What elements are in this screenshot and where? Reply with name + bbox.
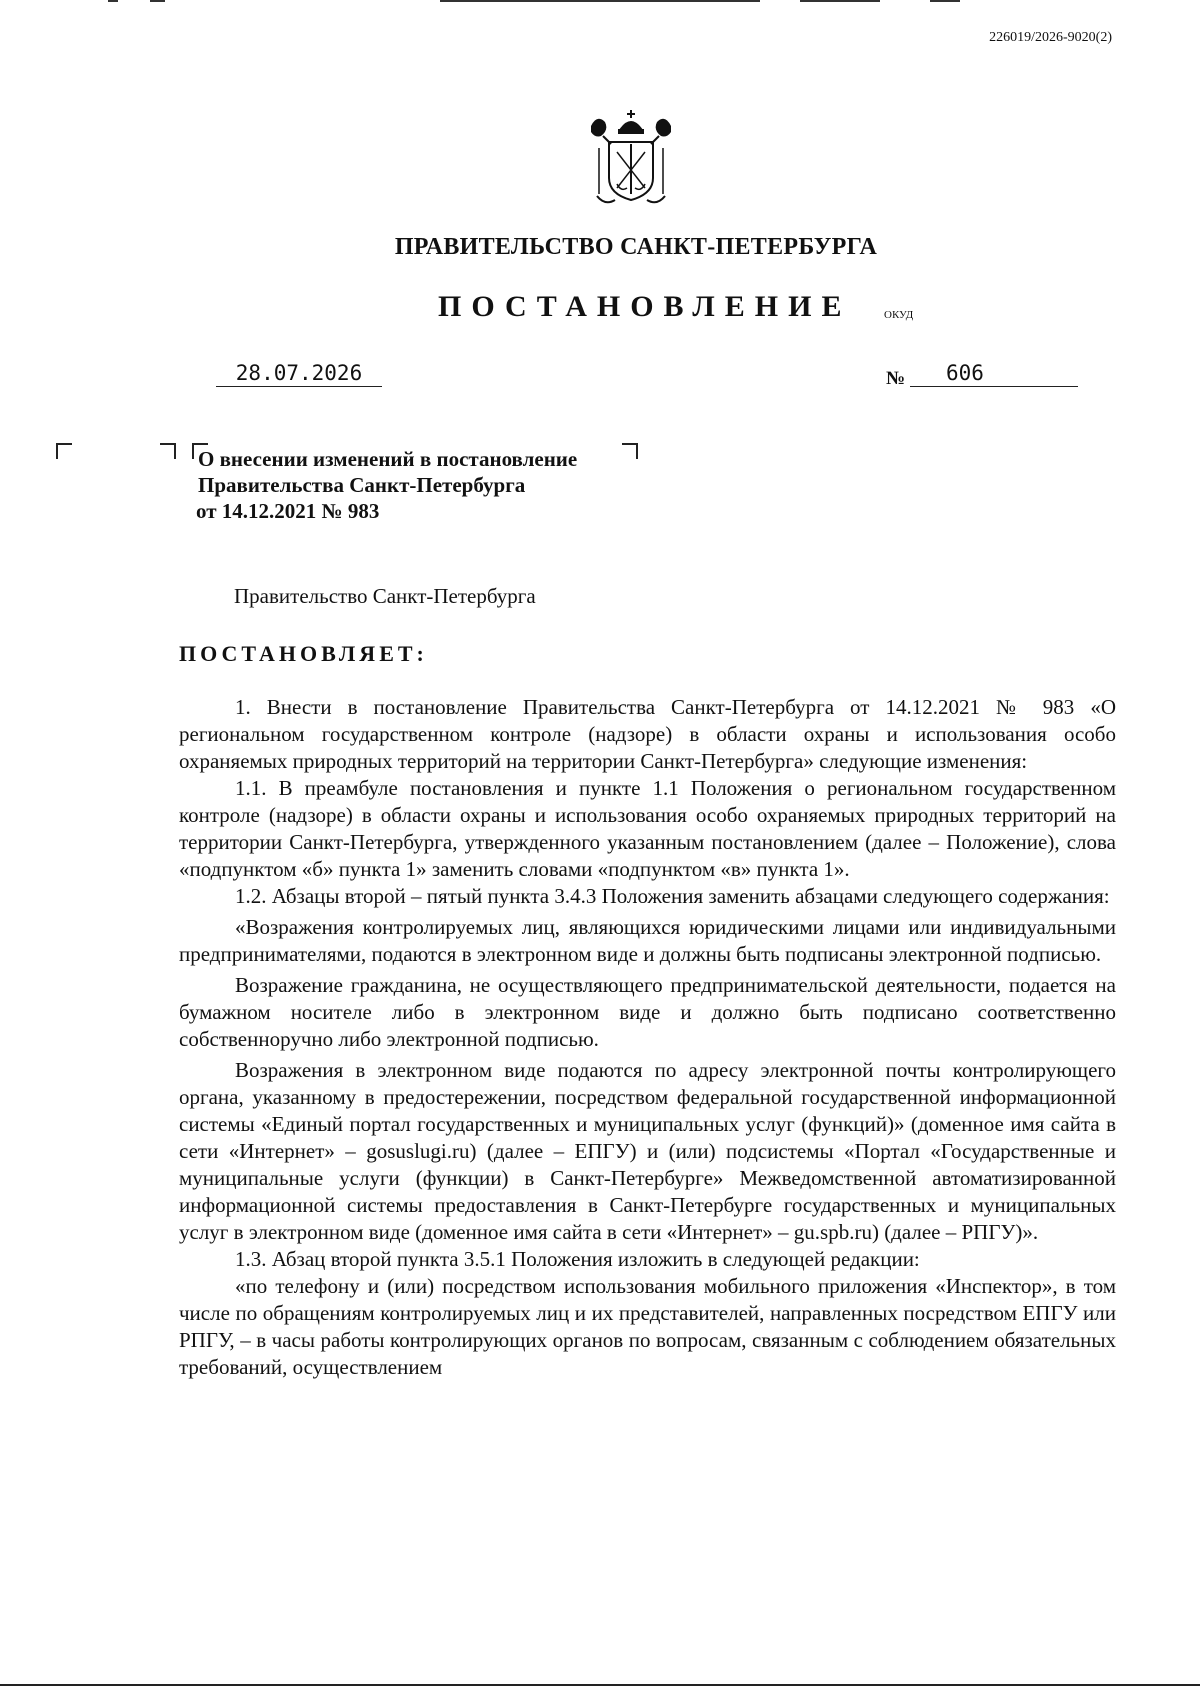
- document-body: [179, 694, 1116, 1381]
- registration-number: 226019/2026-9020(2): [989, 30, 1112, 45]
- body-paragraph: 1.3. Абзац второй пункта 3.5.1 Положения изложить в следующей редакции:: [235, 1247, 920, 1271]
- document-type-title: ПОСТАНОВЛЕНИЕ: [438, 290, 852, 323]
- body-paragraph: 1. Внести в постановление Правительства Санкт-Петербурга от 14.12.2021 № 983 «О региональном государственном контроле (надзоре) в области охраны и использования особо охраняемых природных территорий на территории Санкт-Петербурга» следующие изменения:: [179, 695, 1116, 773]
- body-paragraph: «по телефону и (или) посредством использования мобильного приложения «Инспектор», в том числе по обращениям контролируемых лиц и их представителей, направленных посредством ЕПГУ или РПГУ, – в часы работы контролирующих органов по вопросам, связанным с соблюдением обязательных требований, осуществлением: [179, 1274, 1116, 1379]
- body-paragraph: «Возражения контролируемых лиц, являющихся юридическими лицами или индивидуальными предпринимателями, подаются в электронном виде и должны быть подписаны электронной подписью.: [179, 915, 1116, 966]
- okud-label: ОКУД: [884, 309, 914, 321]
- number-label: №: [886, 368, 906, 389]
- document-date: 28.07.2026: [216, 360, 382, 387]
- subject-line: Правительства Санкт-Петербурга: [198, 473, 526, 497]
- government-title: ПРАВИТЕЛЬСТВО САНКТ-ПЕТЕРБУРГА: [394, 234, 878, 260]
- subject-line: О внесении изменений в постановление: [198, 447, 578, 471]
- body-paragraph: 1.1. В преамбуле постановления и пункте 1.1 Положения о региональном государственном контроле (надзоре) в области охраны и использования особо охраняемых природных территорий на территории Санкт-Петербурга, утвержденного указанным постановлением (далее – Положение), слова «подпунктом «б» пункта 1» заменить словами «подпунктом «в» пункта 1».: [179, 776, 1116, 881]
- subject-line: от 14.12.2021 № 983: [196, 499, 380, 523]
- top-scan-marks: [0, 0, 1200, 3]
- decree-heading: ПОСТАНОВЛЯЕТ:: [179, 641, 428, 666]
- corner-mark: [160, 443, 176, 459]
- coat-of-arms-emblem: [585, 108, 677, 208]
- body-paragraph: 1.2. Абзацы второй – пятый пункта 3.4.3 Положения заменить абзацами следующего содержания:: [235, 884, 1110, 908]
- document-number: 606: [910, 360, 1078, 387]
- corner-mark: [622, 443, 638, 459]
- corner-mark: [56, 443, 72, 459]
- document-subject: [198, 446, 577, 524]
- body-paragraph: Возражения в электронном виде подаются по адресу электронной почты контролирующего органа, указанному в предостережении, посредством федеральной государственной информационной системы «Единый портал государственных и муниципальных услуг (функций)» (доменное имя сайта в сети «Интернет» – gosuslugi.ru) (далее – ЕПГУ) и (или) подсистемы «Портал «Государственные и муниципальные услуги (функции) в Санкт-Петербурге» Межведомственной автоматизированной информационной системы предоставления в Санкт-Петербурге государственных и муниципальных услуг в электронном виде (доменное имя сайта в сети «Интернет» – gu.spb.ru) (далее – РПГУ)».: [179, 1058, 1116, 1244]
- bottom-scan-edge: [0, 1684, 1200, 1686]
- body-paragraph: Возражение гражданина, не осуществляющего предпринимательской деятельности, подается на бумажном носителе либо в электронном виде и должно быть подписано соответственно собственноручно либо электронной подписью.: [179, 973, 1116, 1051]
- preamble: Правительство Санкт-Петербурга: [234, 584, 536, 608]
